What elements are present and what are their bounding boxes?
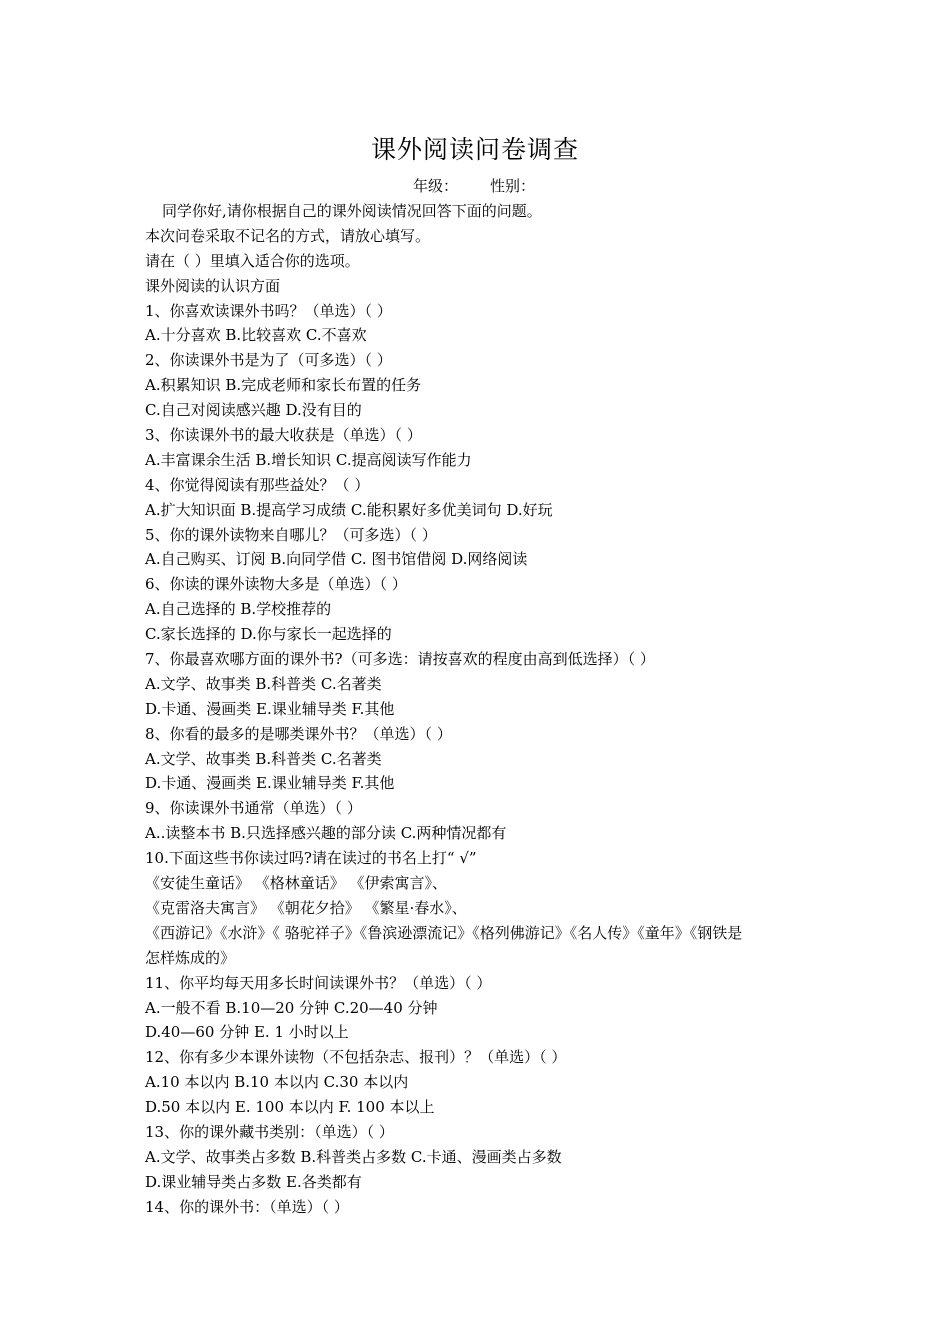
question-1: 1、你喜欢读课外书吗？（单选）（ ）: [145, 301, 392, 320]
intro-instruction: 请在（ ）里填入适合你的选项。: [145, 251, 360, 270]
question-10: 10.下面这些书你读过吗?请在读过的书名上打“ √”: [145, 849, 477, 868]
question-6-options: C.家长选择的 D.你与家长一起选择的: [145, 625, 392, 644]
question-6: 6、你读的课外读物大多是（单选）（ ）: [145, 575, 407, 594]
question-7-options: A.文学、故事类 B.科普类 C.名著类: [145, 674, 382, 693]
question-13-options: D.课业辅导类占多数 E.各类都有: [145, 1172, 362, 1191]
question-12-options: A.10 本以内 B.10 本以内 C.30 本以内: [145, 1073, 409, 1092]
question-3-options: A.丰富课余生活 B.增长知识 C.提高阅读写作能力: [145, 450, 472, 469]
question-13-options: A.文学、故事类占多数 B.科普类占多数 C.卡通、漫画类占多数: [145, 1147, 562, 1166]
student-info-line: [413, 175, 535, 197]
question-6-options: A.自己选择的 B.学校推荐的: [145, 600, 332, 619]
question-8: 8、你看的最多的是哪类课外书？（单选）（ ）: [145, 724, 452, 743]
question-5: 5、你的课外读物来自哪儿？（可多选）（ ）: [145, 525, 437, 544]
question-11-options: D.40—60 分钟 E. 1 小时以上: [145, 1023, 349, 1042]
question-2: 2、你读课外书是为了（可多选）（ ）: [145, 351, 392, 370]
intro-greeting: 同学你好,请你根据自己的课外阅读情况回答下面的问题。: [162, 202, 542, 220]
question-7-options: D.卡通、漫画类 E.课业辅导类 F.其他: [145, 699, 395, 718]
question-8-options: D.卡通、漫画类 E.课业辅导类 F.其他: [145, 774, 395, 793]
question-13: 13、你的课外藏书类别：（单选）（ ）: [145, 1122, 394, 1141]
question-10-book-list: 《克雷洛夫寓言》 《朝花夕拾》 《繁星·春水》、: [145, 898, 467, 917]
question-9-options: A..读整本书 B.只选择感兴趣的部分读 C.两种情况都有: [145, 824, 507, 843]
question-12: 12、你有多少本课外读物（不包括杂志、报刊）？（单选）（ ）: [145, 1048, 567, 1067]
question-11: 11、你平均每天用多长时间读课外书？（单选）（ ）: [145, 973, 492, 992]
question-10-book-list: 怎样炼成的》: [145, 948, 236, 967]
question-4: 4、你觉得阅读有那些益处？（ ）: [145, 475, 370, 494]
gender-label: 性别：: [490, 177, 536, 195]
question-1-options: A.十分喜欢 B.比较喜欢 C.不喜欢: [145, 326, 367, 345]
question-2-options: C.自己对阅读感兴趣 D.没有目的: [145, 401, 362, 420]
question-11-options: A.一般不看 B.10—20 分钟 C.20—40 分钟: [145, 998, 438, 1017]
question-2-options: A.积累知识 B.完成老师和家长布置的任务: [145, 376, 422, 395]
question-3: 3、你读课外书的最大收获是（单选）（ ）: [145, 426, 422, 445]
question-5-options: A.自己购买、订阅 B.向同学借 C. 图书馆借阅 D.网络阅读: [145, 550, 528, 569]
question-10-book-list: 《西游记》《水浒》《 骆驼祥子》《鲁滨逊漂流记》《格列佛游记》《名人传》《童年》《钢铁是: [145, 923, 743, 942]
question-4-options: A.扩大知识面 B.提高学习成绩 C.能积累好多优美词句 D.好玩: [145, 500, 553, 519]
question-10-book-list: 《安徒生童话》 《格林童话》 《伊索寓言》、: [145, 874, 448, 893]
intro-anonymous-note: 本次问卷采取不记名的方式，请放心填写。: [145, 226, 431, 245]
question-14: 14、你的课外书：（单选）（ ）: [145, 1197, 349, 1216]
question-12-options: D.50 本以内 E. 100 本以内 F. 100 本以上: [145, 1098, 435, 1117]
grade-label: 年级：: [413, 177, 459, 195]
section-heading: 课外阅读的认识方面: [145, 276, 281, 295]
document-title: 课外阅读问卷调查: [370, 135, 579, 164]
question-9: 9、你读课外书通常（单选）（ ）: [145, 799, 362, 818]
document-body: [145, 199, 815, 1220]
question-8-options: A.文学、故事类 B.科普类 C.名著类: [145, 749, 382, 768]
question-7: 7、你最喜欢哪方面的课外书?（可多选：请按喜欢的程度由高到低选择）（ ）: [145, 650, 655, 669]
